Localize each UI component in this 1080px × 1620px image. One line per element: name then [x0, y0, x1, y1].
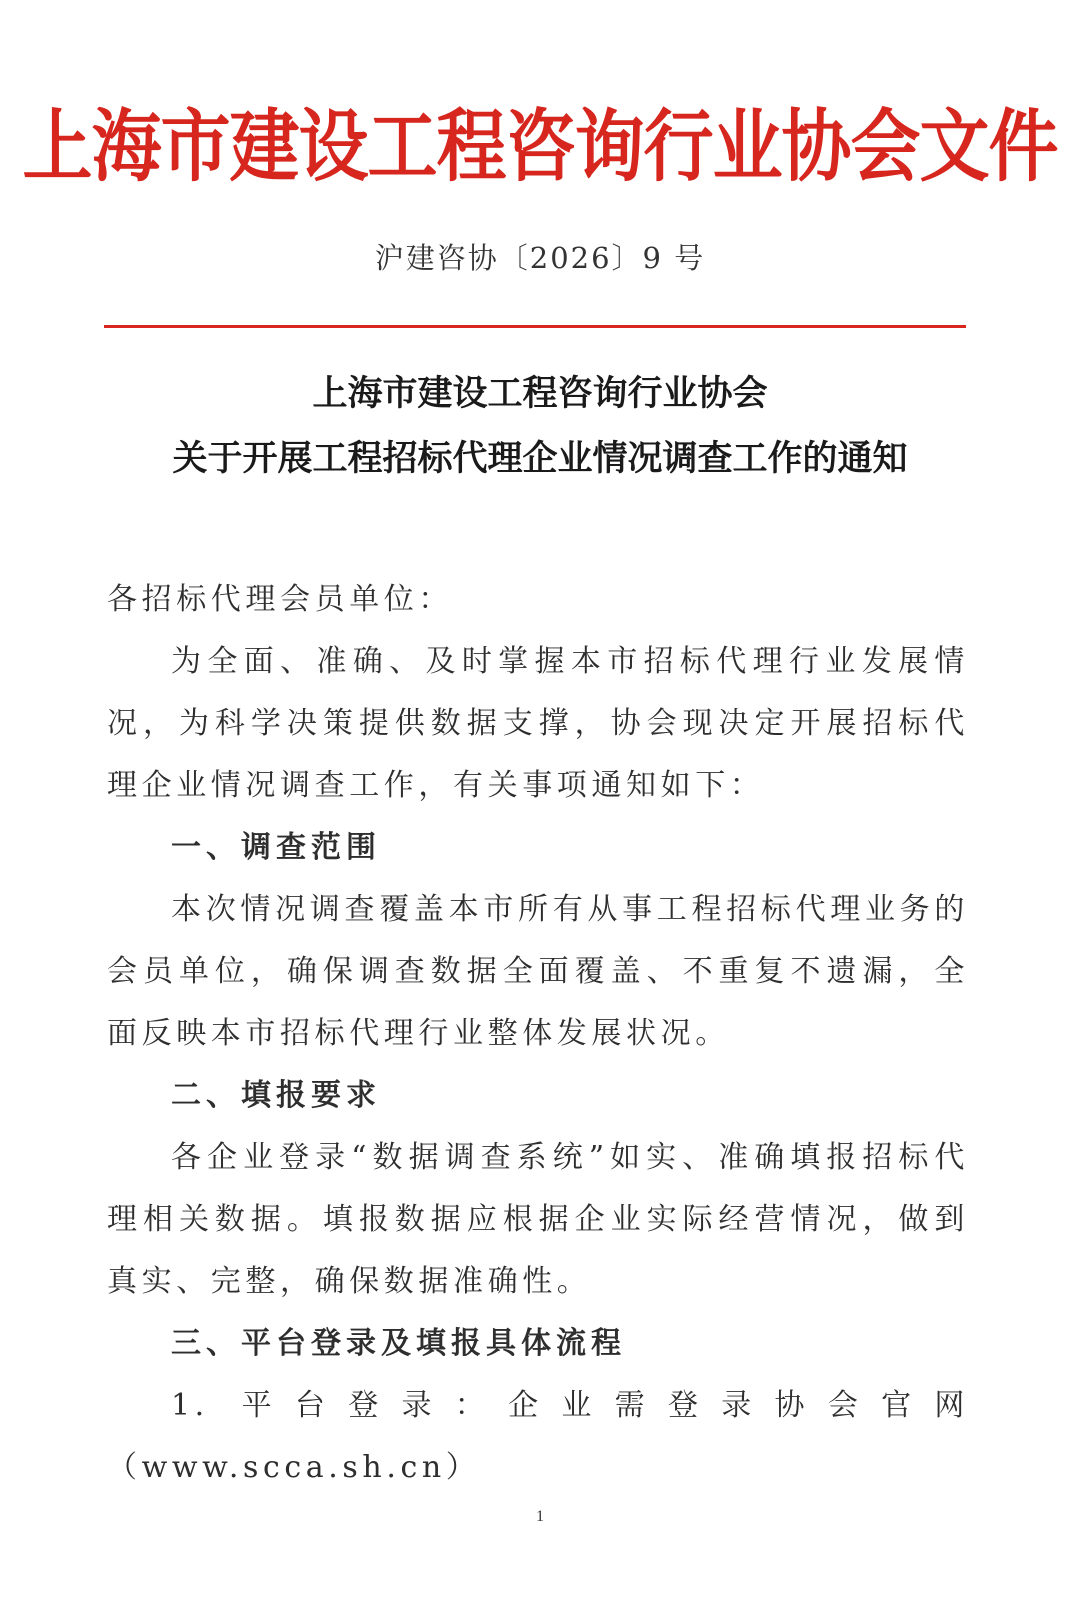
red-divider-line [104, 325, 966, 328]
notice-body [107, 569, 969, 1499]
document-number: 沪建咨协〔2026〕9 号 [374, 241, 706, 275]
masthead-title: 上海市建设工程咨询行业协会文件 [22, 99, 1058, 193]
page-number: 1 [536, 1508, 544, 1525]
section-2-heading: 二、填报要求 [171, 1078, 381, 1113]
section-3-heading: 三、平台登录及填报具体流程 [171, 1326, 626, 1361]
step-1-paragraph: 1. 平台登录：企业需登录协会官网（www.scca.sh.cn） [107, 1388, 969, 1485]
section-1-heading: 一、调查范围 [171, 830, 381, 865]
notice-title-line-1: 上海市建设工程咨询行业协会 [312, 373, 768, 414]
notice-title-line-2: 关于开展工程招标代理企业情况调查工作的通知 [172, 438, 908, 479]
intro-paragraph: 为全面、准确、及时掌握本市招标代理行业发展情况，为科学决策提供数据支撑，协会现决定开展招标代理企业情况调查工作，有关事项通知如下： [107, 644, 969, 803]
section-2-paragraph: 各企业登录“数据调查系统”如实、准确填报招标代理相关数据。填报数据应根据企业实际经营情况，做到真实、完整，确保数据准确性。 [107, 1140, 969, 1299]
salutation: 各招标代理会员单位： [107, 582, 453, 617]
section-1-paragraph: 本次情况调查覆盖本市所有从事工程招标代理业务的会员单位，确保调查数据全面覆盖、不重复不遗漏，全面反映本市招标代理行业整体发展状况。 [107, 892, 969, 1051]
